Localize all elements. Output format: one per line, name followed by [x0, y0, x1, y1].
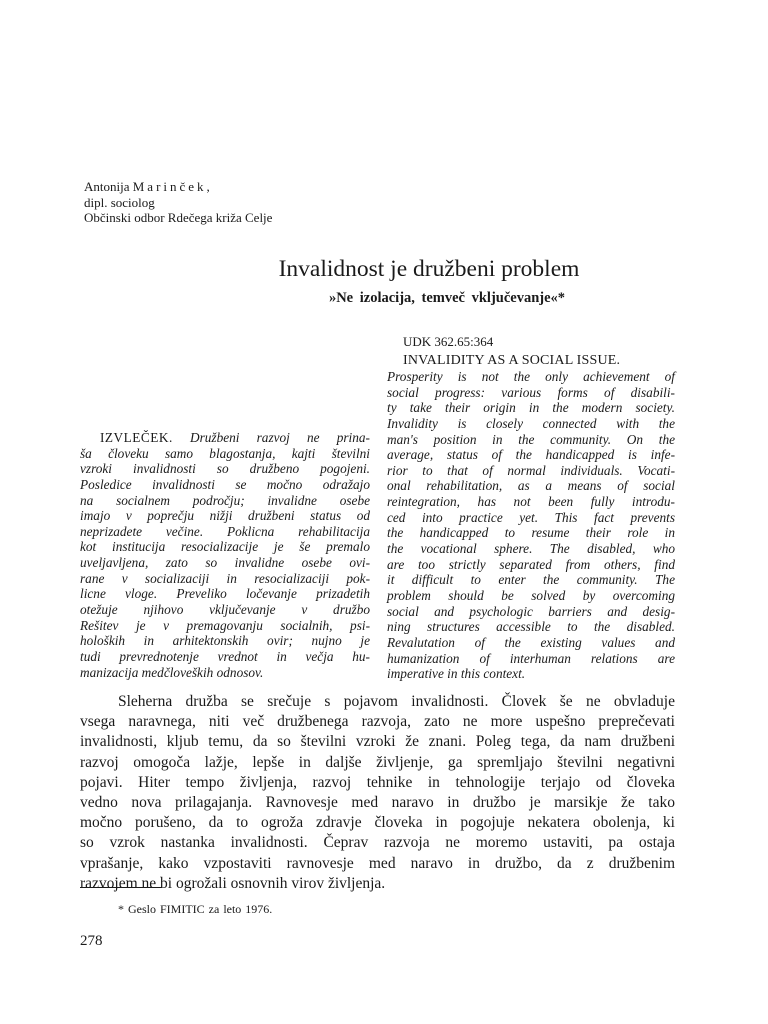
article-subtitle: »Ne izolacija, temveč vključevanje«*	[328, 290, 566, 306]
abstract-line: holoških in arhitektonskih ovir; nujno je	[80, 633, 370, 649]
abstract-first-line	[80, 430, 370, 446]
body-line: močno porušeno, da to ogroža zdravje človeka in pogojuje nekatera obolenja, ki	[80, 814, 675, 832]
abstract-line: average, status of the handicapped is infe-	[387, 447, 675, 463]
abstract-line: ty take their origin in the modern society.	[387, 400, 675, 416]
abstract-line: problem should be solved by overcoming	[387, 587, 675, 603]
abstract-line: humanization of interhuman relations are	[387, 650, 675, 666]
body-line: vedno nova prilagajanja. Ravnovesje med naravo in družbo je marsikje že tako	[80, 793, 675, 811]
abstract-line: social and psychologic barriers and desig-	[387, 603, 675, 619]
body-line: pojavi. Hiter tempo življenja, razvoj tehnike in tehnologije terjajo od človeka	[80, 773, 675, 791]
english-abstract-heading: INVALIDITY AS A SOCIAL ISSUE.	[403, 353, 621, 368]
body-line: razvojem ne bi ogrožali osnovnih virov življenja.	[80, 874, 386, 892]
english-abstract	[387, 369, 675, 682]
abstract-line: tudi prevrednotenje vrednot in večja hu-	[80, 648, 370, 664]
abstract-line: imperative in this context.	[387, 666, 526, 682]
author-title: dipl. sociolog	[84, 194, 155, 210]
page-number: 278	[80, 933, 103, 949]
abstract-line: the handicapped to resume their role in	[387, 525, 675, 541]
abstract-line: otežuje njihovo vključevanje v družbo	[80, 602, 370, 618]
abstract-line: Prosperity is not the only achievement of	[387, 369, 675, 384]
abstract-line: Posledice invalidnosti se močno odražajo	[80, 476, 370, 492]
abstract-line: manizacija medčloveških odnosov.	[80, 664, 264, 680]
body-paragraph	[80, 692, 675, 894]
body-line: invalidnosti, kljub temu, da so številni vzroki že znani. Poleg tega, da nam družbeni	[80, 733, 675, 751]
article-title: Invalidnost je družbeni problem	[278, 256, 580, 282]
author-name	[84, 179, 272, 195]
author-block	[84, 179, 272, 226]
abstract-line: ša človeku samo blagostanja, kajti številni	[80, 445, 370, 461]
abstract-line: it difficult to enter the community. The	[387, 572, 675, 588]
abstract-line: imajo v poprečju nižji družbeni status od	[80, 508, 370, 524]
abstract-line: are too strictly separated from others, find	[387, 556, 675, 572]
abstract-line: the vocational sphere. The disabled, who	[387, 541, 675, 557]
body-line: Sleherna družba se srečuje s pojavom invalidnosti. Človek še ne obvladuje	[118, 693, 675, 710]
abstract-line: neprizadete večine. Poklicna rehabilitacija	[80, 523, 370, 539]
abstract-line: ning structures accessible to the disabled.	[387, 619, 675, 635]
author-last-name: Marinček,	[132, 179, 213, 194]
abstract-line: rior to that of normal individuals. Vocati-	[387, 462, 675, 478]
abstract-line: kot institucija resocializacije je še premalo	[80, 539, 370, 555]
udk-classification: UDK 362.65:364	[403, 334, 494, 349]
abstract-line: uveljavljena, zato so invalidne osebe ovi-	[80, 555, 370, 571]
abstract-line: social progress: various forms of disabili-	[387, 384, 675, 400]
abstract-keyword: IZVLEČEK.	[100, 430, 173, 445]
abstract-line-text: Družbeni razvoj ne prina-	[189, 430, 370, 445]
abstract-line: Invalidity is closely connected with the	[387, 415, 675, 431]
body-line: vprašanje, kako vzpostaviti ravnovesje med naravo in družbo, da z družbenim	[80, 854, 675, 872]
abstract-line: rane v socializaciji in resocializaciji pok-	[80, 570, 370, 586]
body-line: razvoj omogoča lažje, lepše in daljše življenje, ga spremljajo številni negativni	[80, 753, 675, 771]
body-line: so vzrok nastanka invalidnosti. Čeprav razvoja ne moremo ustaviti, pa ostaja	[80, 834, 675, 852]
abstract-line: Rešitev je v premagovanju socialnih, psi-	[80, 617, 370, 633]
body-line: vsega naravnega, niti več družbenega razvoja, zato ne more uspešno preprečevati	[80, 713, 675, 731]
footnote: * Geslo FIMITIC za leto 1976.	[118, 902, 273, 916]
author-first-name: Antonija	[84, 179, 130, 194]
author-organization: Občinski odbor Rdečega križa Celje	[84, 210, 273, 225]
abstract-line: na socialnem področju; invalidne osebe	[80, 492, 370, 508]
abstract-line: reintegration, has not been fully introdu-	[387, 494, 675, 510]
abstract-line: vzroki invalidnosti so družbeno pogojeni.	[80, 461, 370, 477]
abstract-line: ced into practice yet. This fact prevents	[387, 509, 675, 525]
abstract-line: Revalutation of the existing values and	[387, 634, 675, 650]
footnote-divider	[80, 887, 162, 888]
abstract-line: licne vloge. Preveliko ločevanje prizadetih	[80, 586, 370, 602]
slovene-abstract	[80, 430, 370, 680]
abstract-line: man's position in the community. On the	[387, 431, 675, 447]
abstract-line: onal rehabilitation, as a means of social	[387, 478, 675, 494]
